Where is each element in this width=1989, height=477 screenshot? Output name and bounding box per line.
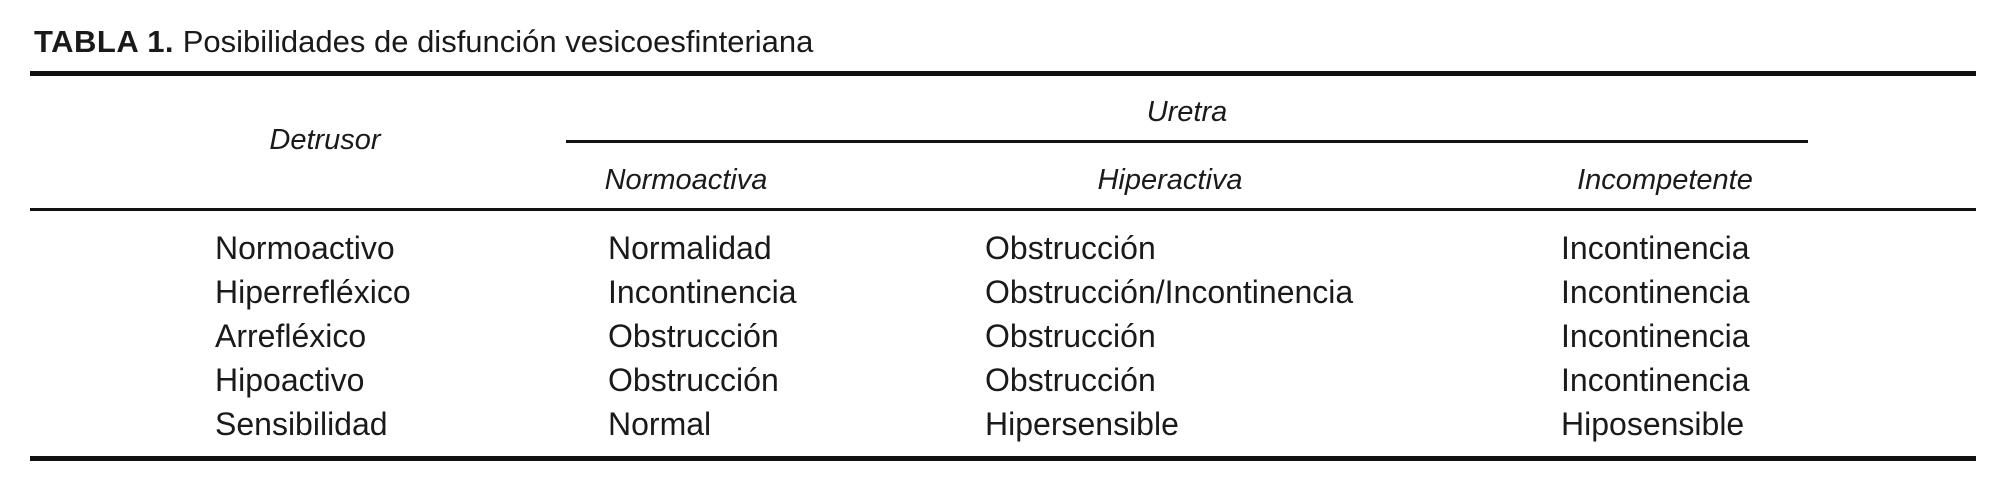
table-bottom-rule [30, 456, 1976, 461]
table-cell: Hiposensible [1561, 406, 1745, 442]
row-label-cell: Hipoactivo [215, 362, 365, 398]
table-cell: Normalidad [608, 230, 772, 266]
table-cell: Obstrucción [985, 362, 1156, 398]
table-cell: Normal [608, 406, 712, 442]
table-caption [34, 22, 813, 62]
table-cell: Incontinencia [1561, 230, 1750, 266]
table-cell: Incontinencia [608, 274, 797, 310]
column-header-incompetente: Incompetente [1577, 164, 1753, 196]
table-caption-label: TABLA 1. [34, 24, 175, 59]
table-cell: Obstrucción/Incontinencia [985, 274, 1354, 310]
group-header-uretra: Uretra [1146, 96, 1228, 128]
table-cell: Obstrucción [985, 318, 1156, 354]
row-header-detrusor: Detrusor [269, 124, 381, 156]
table-top-rule [30, 71, 1976, 76]
column-header-hiperactiva: Hiperactiva [1097, 164, 1243, 196]
group-header-rule [566, 140, 1808, 143]
table-cell: Obstrucción [985, 230, 1156, 266]
table-row [0, 226, 1989, 270]
table-row [0, 270, 1989, 314]
table-cell: Incontinencia [1561, 362, 1750, 398]
column-header-normoactiva: Normoactiva [604, 164, 768, 196]
table-header-rule [30, 208, 1976, 211]
row-label-cell: Arrefléxico [215, 318, 367, 354]
table-cell: Hipersensible [985, 406, 1179, 442]
table-row [0, 402, 1989, 446]
table-caption-text: Posibilidades de disfunción vesicoesfinteriana [182, 24, 814, 59]
row-label-cell: Hiperrefléxico [215, 274, 411, 310]
table-body [0, 226, 1989, 446]
row-label-cell: Normoactivo [215, 230, 395, 266]
table-cell: Obstrucción [608, 318, 779, 354]
table-row [0, 358, 1989, 402]
table-cell: Incontinencia [1561, 274, 1750, 310]
row-label-cell: Sensibilidad [215, 406, 388, 442]
table-row [0, 314, 1989, 358]
table-cell: Obstrucción [608, 362, 779, 398]
table-cell: Incontinencia [1561, 318, 1750, 354]
